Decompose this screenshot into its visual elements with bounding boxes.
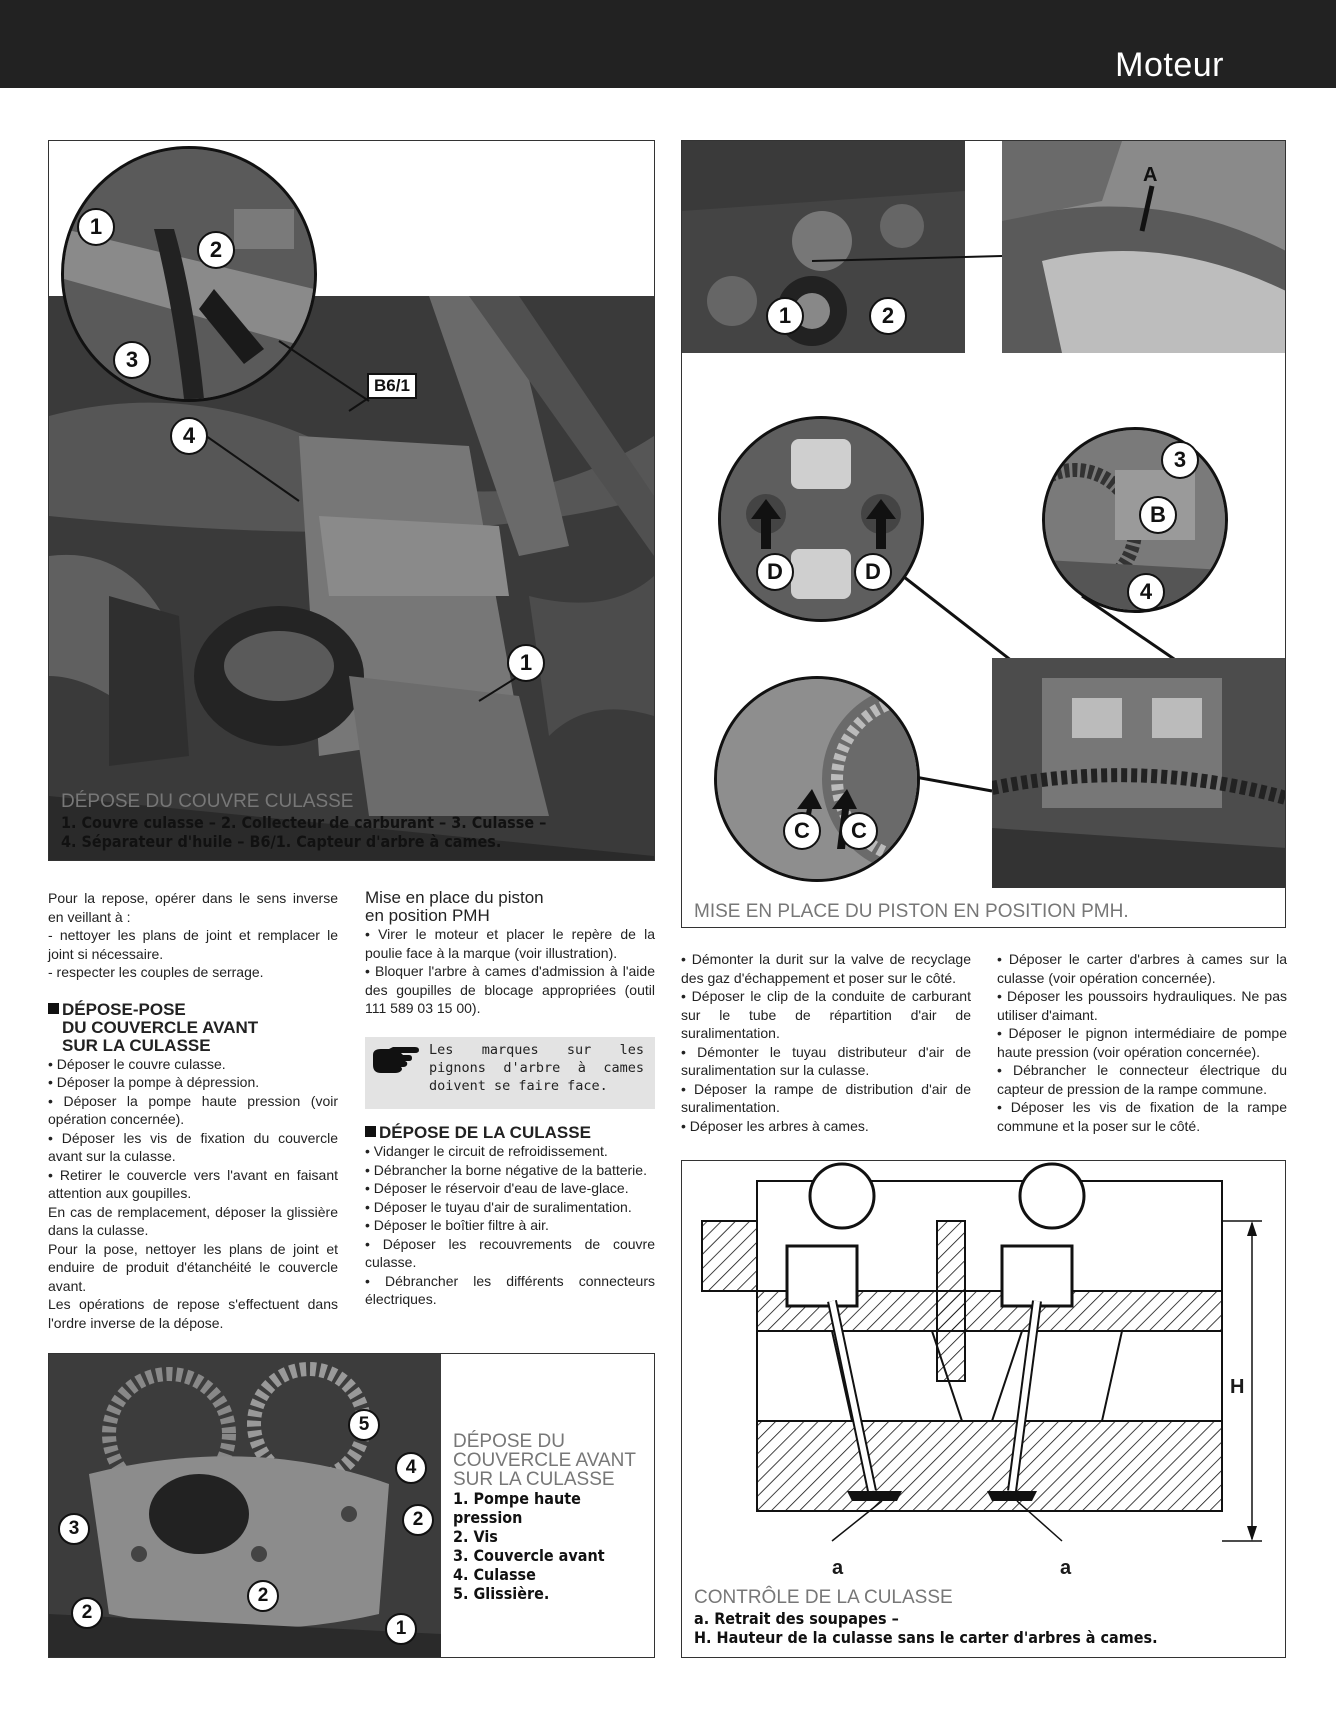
leader-line bbox=[49, 141, 655, 861]
list-item: • Déposer le boîtier filtre à air. bbox=[365, 1217, 549, 1233]
caption-line: 4. Séparateur d'huile – B6/1. Capteur d'arbre à cames. bbox=[61, 832, 502, 851]
label-a: a bbox=[1060, 1557, 1072, 1579]
callout-2: 2 bbox=[869, 297, 907, 335]
list-item: • Débrancher les différents connecteurs électriques. bbox=[365, 1272, 655, 1307]
page-title: Moteur bbox=[1115, 46, 1224, 84]
figure-couvre-culasse bbox=[48, 140, 655, 861]
caption-line: H. Hauteur de la culasse sans le carter d'arbres à cames. bbox=[694, 1628, 1158, 1647]
callout-4: 4 bbox=[395, 1452, 427, 1484]
list-item: • Déposer la pompe haute pression (voir opération concernée). bbox=[48, 1092, 338, 1127]
list-item: • Déposer les vis de fixation de la rampe commune et la poser sur le côté. bbox=[997, 1099, 1287, 1134]
caption bbox=[694, 1587, 1279, 1647]
label-a: a bbox=[832, 1557, 844, 1579]
caption-line: a. Retrait des soupapes – bbox=[694, 1609, 899, 1628]
column-1 bbox=[48, 889, 338, 1332]
square-bullet-icon bbox=[365, 1126, 376, 1137]
caption-title: DÉPOSE DU COUVRE CULASSE bbox=[61, 791, 354, 812]
caption-title: CONTRÔLE DE LA CULASSE bbox=[694, 1587, 953, 1608]
figure-couvercle-avant bbox=[48, 1353, 655, 1658]
caption bbox=[453, 1432, 648, 1603]
list-item: • Bloquer l'arbre à cames d'admission à l'aide des goupilles de blocage appropriées (outil 111 589 03 15 00). bbox=[365, 963, 655, 1016]
list-item: • Démonter le tuyau distributeur d'air de suralimentation sur la culasse. bbox=[681, 1043, 971, 1078]
header-bar bbox=[0, 0, 1336, 88]
column-3 bbox=[681, 950, 971, 1135]
callout-3: 3 bbox=[1161, 441, 1199, 479]
cylinder-head-diagram bbox=[682, 1161, 1286, 1581]
list-item: • Déposer les arbres à cames. bbox=[681, 1117, 869, 1134]
callout-5: 5 bbox=[348, 1409, 380, 1441]
caption bbox=[61, 791, 646, 851]
list-item: • Déposer le clip de la conduite de carburant sur le tube de répartition d'air de suralimentation. bbox=[681, 988, 971, 1041]
caption-line: 4. Culasse bbox=[453, 1565, 536, 1584]
callout-4: 4 bbox=[1127, 573, 1165, 611]
column-2-lower bbox=[365, 1124, 655, 1309]
camshaft-photo bbox=[992, 658, 1286, 888]
list-item: • Déposer les recouvrements de couvre culasse. bbox=[365, 1235, 655, 1270]
paragraph: - nettoyer les plans de joint et remplacer le joint si nécessaire. bbox=[48, 927, 338, 962]
list-item: • Virer le moteur et placer le repère de la poulie face à la marque (voir illustration). bbox=[365, 926, 655, 961]
section-heading: DÉPOSE DE LA CULASSE bbox=[365, 1124, 655, 1142]
square-bullet-icon bbox=[48, 1003, 59, 1014]
caption-line: 5. Glissière. bbox=[453, 1584, 550, 1603]
pointing-hand-icon bbox=[371, 1045, 421, 1075]
letter-c: C bbox=[783, 812, 821, 850]
callout-3: 3 bbox=[113, 341, 151, 379]
list-item: • Déposer le carter d'arbres à cames sur la culasse (voir opération concernée). bbox=[997, 951, 1287, 986]
letter-b: B bbox=[1139, 496, 1177, 534]
callout-1: 1 bbox=[766, 297, 804, 335]
figure-pmh bbox=[681, 140, 1286, 928]
letter-d: D bbox=[756, 553, 794, 591]
caption-title: DÉPOSE DU COUVERCLE AVANT SUR LA CULASSE bbox=[453, 1431, 636, 1490]
list-item: • Déposer la rampe de distribution d'air de suralimentation. bbox=[681, 1080, 971, 1115]
sensor-tag: B6/1 bbox=[367, 373, 417, 399]
list-item: • Déposer le couvre culasse. bbox=[48, 1055, 226, 1072]
zoom-circle-d bbox=[718, 416, 924, 622]
caption-title: MISE EN PLACE DU PISTON EN POSITION PMH. bbox=[694, 901, 1129, 922]
letter-a: A bbox=[1143, 164, 1158, 186]
callout-4: 4 bbox=[170, 417, 208, 455]
paragraph: - respecter les couples de serrage. bbox=[48, 964, 264, 980]
list-item: • Débrancher le connecteur électrique du capteur de pression de la rampe commune. bbox=[997, 1062, 1287, 1097]
list-item: • Déposer les poussoirs hydrauliques. Ne pas utiliser d'aimant. bbox=[997, 988, 1287, 1023]
column-4 bbox=[997, 950, 1287, 1135]
section-heading: DÉPOSE-POSE DU COUVERCLE AVANT SUR LA CULASSE bbox=[48, 1001, 338, 1055]
callout-2: 2 bbox=[247, 1580, 279, 1612]
letter-c: C bbox=[840, 812, 878, 850]
list-item: • Vidanger le circuit de refroidissement. bbox=[365, 1143, 608, 1159]
figure-controle-culasse bbox=[681, 1160, 1286, 1658]
list-item: • Déposer les vis de fixation du couvercle avant sur la culasse. bbox=[48, 1129, 338, 1164]
column-2 bbox=[365, 889, 655, 1018]
note-text: Les marques sur les pignons d'arbre à cames doivent se faire face. bbox=[429, 1042, 644, 1094]
list-item: Pour la pose, nettoyer les plans de joint et enduire de produit d'étanchéité le couvercle avant. bbox=[48, 1240, 338, 1294]
zoom-circle-c bbox=[714, 676, 920, 882]
list-item: • Débrancher la borne négative de la batterie. bbox=[365, 1161, 647, 1178]
paragraph: Pour la repose, opérer dans le sens inverse en veillant à : bbox=[48, 890, 338, 925]
note-box bbox=[365, 1037, 655, 1109]
callout-1: 1 bbox=[385, 1613, 417, 1645]
list-item: • Déposer le tuyau d'air de suralimentation. bbox=[365, 1198, 632, 1215]
caption-line: 2. Vis bbox=[453, 1527, 498, 1546]
list-item: • Déposer la pompe à dépression. bbox=[48, 1074, 260, 1090]
callout-1-bottom: 1 bbox=[507, 644, 545, 682]
dimension-label-h: H bbox=[1230, 1376, 1245, 1398]
list-item: En cas de remplacement, déposer la glissière dans la culasse. bbox=[48, 1203, 338, 1238]
callout-2: 2 bbox=[402, 1504, 434, 1536]
list-item: Les opérations de repose s'effectuent dans l'ordre inverse de la dépose. bbox=[48, 1296, 338, 1331]
callout-2: 2 bbox=[197, 231, 235, 269]
caption-line: 1. Pompe haute pression bbox=[453, 1489, 581, 1527]
callout-3: 3 bbox=[58, 1513, 90, 1545]
list-item: • Déposer le réservoir d'eau de lave-glace. bbox=[365, 1180, 629, 1196]
front-cover-photo bbox=[49, 1354, 441, 1657]
caption-line: 1. Couvre culasse – 2. Collecteur de carburant – 3. Culasse – bbox=[61, 813, 547, 832]
subheading: Mise en place du piston en position PMH bbox=[365, 888, 544, 925]
caption-line: 3. Couvercle avant bbox=[453, 1546, 605, 1565]
letter-d: D bbox=[854, 553, 892, 591]
list-item: • Démonter la durit sur la valve de recyclage des gaz d'échappement et poser sur le côté. bbox=[681, 951, 971, 986]
list-item: • Retirer le couvercle vers l'avant en faisant attention aux goupilles. bbox=[48, 1166, 338, 1201]
callout-1: 1 bbox=[77, 208, 115, 246]
callout-2: 2 bbox=[71, 1597, 103, 1629]
list-item: • Déposer le pignon intermédiaire de pompe haute pression (voir opération concernée). bbox=[997, 1025, 1287, 1060]
